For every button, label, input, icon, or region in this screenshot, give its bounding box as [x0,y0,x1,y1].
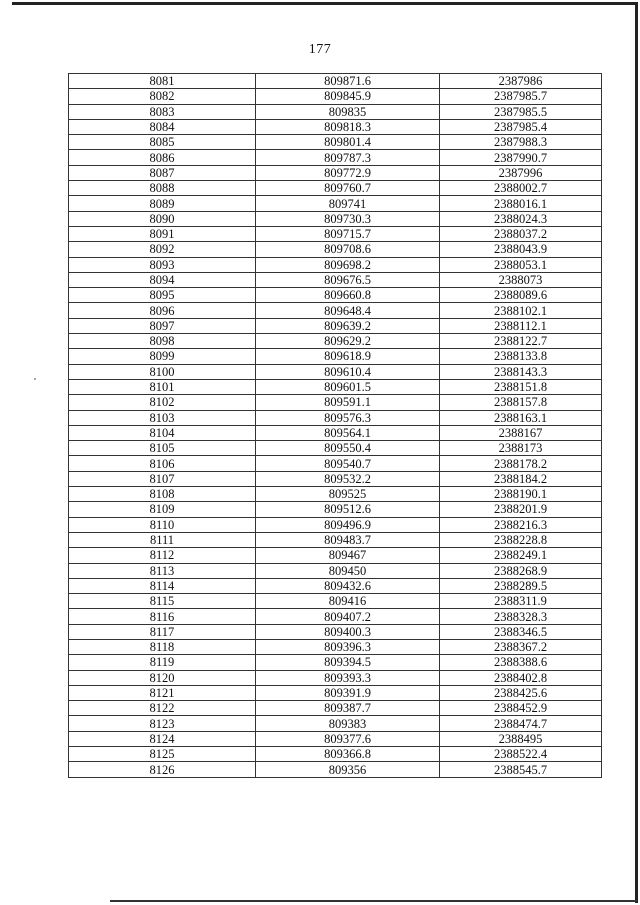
point-id-cell: 8096 [69,303,256,318]
table-row [69,135,602,150]
table-row [69,410,602,425]
x-coordinate-cell: 809532.2 [256,471,440,486]
point-id-cell: 8083 [69,104,256,119]
x-coordinate-cell: 809801.4 [256,135,440,150]
point-id-cell: 8104 [69,425,256,440]
table-row [69,288,602,303]
point-id-cell: 8087 [69,165,256,180]
table-row [69,747,602,762]
point-id-cell: 8125 [69,747,256,762]
point-id-cell: 8082 [69,89,256,104]
x-coordinate-cell: 809618.9 [256,349,440,364]
table-row [69,104,602,119]
x-coordinate-cell: 809396.3 [256,639,440,654]
point-id-cell: 8114 [69,578,256,593]
y-coordinate-cell: 2387988.3 [440,135,602,150]
y-coordinate-cell: 2388190.1 [440,487,602,502]
table-row [69,318,602,333]
y-coordinate-cell: 2388173 [440,441,602,456]
point-id-cell: 8112 [69,548,256,563]
y-coordinate-cell: 2387996 [440,165,602,180]
table-row [69,379,602,394]
table-row [69,165,602,180]
x-coordinate-cell: 809432.6 [256,578,440,593]
y-coordinate-cell: 2388289.5 [440,578,602,593]
table-row [69,471,602,486]
page-border-right [635,2,638,903]
coordinate-table-body [69,74,602,778]
x-coordinate-cell: 809525 [256,487,440,502]
table-row [69,226,602,241]
table-row [69,639,602,654]
point-id-cell: 8094 [69,272,256,287]
table-row [69,257,602,272]
x-coordinate-cell: 809676.5 [256,272,440,287]
y-coordinate-cell: 2388151.8 [440,379,602,394]
point-id-cell: 8110 [69,517,256,532]
x-coordinate-cell: 809660.8 [256,288,440,303]
table-row [69,548,602,563]
point-id-cell: 8105 [69,441,256,456]
point-id-cell: 8091 [69,226,256,241]
x-coordinate-cell: 809708.6 [256,242,440,257]
x-coordinate-cell: 809394.5 [256,655,440,670]
y-coordinate-cell: 2387985.7 [440,89,602,104]
x-coordinate-cell: 809845.9 [256,89,440,104]
table-row [69,211,602,226]
y-coordinate-cell: 2388228.8 [440,532,602,547]
point-id-cell: 8086 [69,150,256,165]
page-border-top [12,2,636,5]
scan-speck [34,378,36,380]
table-row [69,670,602,685]
x-coordinate-cell: 809416 [256,594,440,609]
y-coordinate-cell: 2388024.3 [440,211,602,226]
y-coordinate-cell: 2387985.4 [440,119,602,134]
y-coordinate-cell: 2387990.7 [440,150,602,165]
point-id-cell: 8085 [69,135,256,150]
table-row [69,349,602,364]
table-row [69,242,602,257]
page-border-bottom [110,900,637,902]
y-coordinate-cell: 2388002.7 [440,181,602,196]
x-coordinate-cell: 809601.5 [256,379,440,394]
y-coordinate-cell: 2388452.9 [440,701,602,716]
point-id-cell: 8081 [69,74,256,89]
point-id-cell: 8113 [69,563,256,578]
y-coordinate-cell: 2388425.6 [440,685,602,700]
point-id-cell: 8126 [69,762,256,777]
y-coordinate-cell: 2388016.1 [440,196,602,211]
y-coordinate-cell: 2388089.6 [440,288,602,303]
point-id-cell: 8097 [69,318,256,333]
x-coordinate-cell: 809730.3 [256,211,440,226]
point-id-cell: 8119 [69,655,256,670]
x-coordinate-cell: 809871.6 [256,74,440,89]
point-id-cell: 8100 [69,364,256,379]
y-coordinate-cell: 2388167 [440,425,602,440]
point-id-cell: 8118 [69,639,256,654]
point-id-cell: 8115 [69,594,256,609]
page-number: 177 [308,42,332,57]
point-id-cell: 8106 [69,456,256,471]
x-coordinate-cell: 809760.7 [256,181,440,196]
y-coordinate-cell: 2388495 [440,731,602,746]
x-coordinate-cell: 809387.7 [256,701,440,716]
table-row [69,89,602,104]
table-row [69,655,602,670]
point-id-cell: 8116 [69,609,256,624]
table-row [69,609,602,624]
coordinate-table [68,73,602,778]
table-row [69,731,602,746]
y-coordinate-cell: 2388268.9 [440,563,602,578]
y-coordinate-cell: 2387985.5 [440,104,602,119]
point-id-cell: 8095 [69,288,256,303]
table-row [69,563,602,578]
table-row [69,685,602,700]
y-coordinate-cell: 2388037.2 [440,226,602,241]
y-coordinate-cell: 2388143.3 [440,364,602,379]
x-coordinate-cell: 809512.6 [256,502,440,517]
point-id-cell: 8088 [69,181,256,196]
y-coordinate-cell: 2388201.9 [440,502,602,517]
table-row [69,364,602,379]
x-coordinate-cell: 809741 [256,196,440,211]
table-row [69,578,602,593]
x-coordinate-cell: 809550.4 [256,441,440,456]
table-row [69,441,602,456]
y-coordinate-cell: 2388163.1 [440,410,602,425]
point-id-cell: 8090 [69,211,256,226]
y-coordinate-cell: 2387986 [440,74,602,89]
x-coordinate-cell: 809383 [256,716,440,731]
point-id-cell: 8101 [69,379,256,394]
point-id-cell: 8107 [69,471,256,486]
point-id-cell: 8124 [69,731,256,746]
x-coordinate-cell: 809835 [256,104,440,119]
table-row [69,303,602,318]
table-row [69,74,602,89]
table-row [69,487,602,502]
point-id-cell: 8123 [69,716,256,731]
point-id-cell: 8099 [69,349,256,364]
y-coordinate-cell: 2388053.1 [440,257,602,272]
point-id-cell: 8103 [69,410,256,425]
y-coordinate-cell: 2388311.9 [440,594,602,609]
x-coordinate-cell: 809467 [256,548,440,563]
x-coordinate-cell: 809540.7 [256,456,440,471]
table-row [69,334,602,349]
x-coordinate-cell: 809496.9 [256,517,440,532]
x-coordinate-cell: 809648.4 [256,303,440,318]
x-coordinate-cell: 809772.9 [256,165,440,180]
x-coordinate-cell: 809393.3 [256,670,440,685]
x-coordinate-cell: 809818.3 [256,119,440,134]
x-coordinate-cell: 809698.2 [256,257,440,272]
point-id-cell: 8117 [69,624,256,639]
table-row [69,395,602,410]
x-coordinate-cell: 809356 [256,762,440,777]
table-row [69,196,602,211]
x-coordinate-cell: 809564.1 [256,425,440,440]
x-coordinate-cell: 809576.3 [256,410,440,425]
point-id-cell: 8098 [69,334,256,349]
y-coordinate-cell: 2388184.2 [440,471,602,486]
x-coordinate-cell: 809483.7 [256,532,440,547]
y-coordinate-cell: 2388112.1 [440,318,602,333]
y-coordinate-cell: 2388474.7 [440,716,602,731]
table-row [69,517,602,532]
table-row [69,150,602,165]
y-coordinate-cell: 2388388.6 [440,655,602,670]
x-coordinate-cell: 809391.9 [256,685,440,700]
table-row [69,624,602,639]
point-id-cell: 8111 [69,532,256,547]
point-id-cell: 8102 [69,395,256,410]
x-coordinate-cell: 809639.2 [256,318,440,333]
point-id-cell: 8089 [69,196,256,211]
y-coordinate-cell: 2388122.7 [440,334,602,349]
y-coordinate-cell: 2388102.1 [440,303,602,318]
x-coordinate-cell: 809610.4 [256,364,440,379]
point-id-cell: 8108 [69,487,256,502]
y-coordinate-cell: 2388367.2 [440,639,602,654]
table-row [69,701,602,716]
point-id-cell: 8122 [69,701,256,716]
point-id-cell: 8093 [69,257,256,272]
table-row [69,762,602,777]
x-coordinate-cell: 809629.2 [256,334,440,349]
table-row [69,272,602,287]
y-coordinate-cell: 2388249.1 [440,548,602,563]
table-row [69,716,602,731]
y-coordinate-cell: 2388328.3 [440,609,602,624]
y-coordinate-cell: 2388133.8 [440,349,602,364]
x-coordinate-cell: 809366.8 [256,747,440,762]
y-coordinate-cell: 2388522.4 [440,747,602,762]
y-coordinate-cell: 2388043.9 [440,242,602,257]
y-coordinate-cell: 2388178.2 [440,456,602,471]
x-coordinate-cell: 809715.7 [256,226,440,241]
point-id-cell: 8121 [69,685,256,700]
y-coordinate-cell: 2388157.8 [440,395,602,410]
point-id-cell: 8109 [69,502,256,517]
table-row [69,119,602,134]
table-row [69,502,602,517]
table-row [69,532,602,547]
point-id-cell: 8092 [69,242,256,257]
y-coordinate-cell: 2388216.3 [440,517,602,532]
x-coordinate-cell: 809407.2 [256,609,440,624]
x-coordinate-cell: 809450 [256,563,440,578]
point-id-cell: 8084 [69,119,256,134]
x-coordinate-cell: 809377.6 [256,731,440,746]
x-coordinate-cell: 809591.1 [256,395,440,410]
y-coordinate-cell: 2388402.8 [440,670,602,685]
table-row [69,594,602,609]
y-coordinate-cell: 2388346.5 [440,624,602,639]
x-coordinate-cell: 809787.3 [256,150,440,165]
point-id-cell: 8120 [69,670,256,685]
table-row [69,181,602,196]
y-coordinate-cell: 2388073 [440,272,602,287]
x-coordinate-cell: 809400.3 [256,624,440,639]
table-row [69,456,602,471]
table-row [69,425,602,440]
y-coordinate-cell: 2388545.7 [440,762,602,777]
